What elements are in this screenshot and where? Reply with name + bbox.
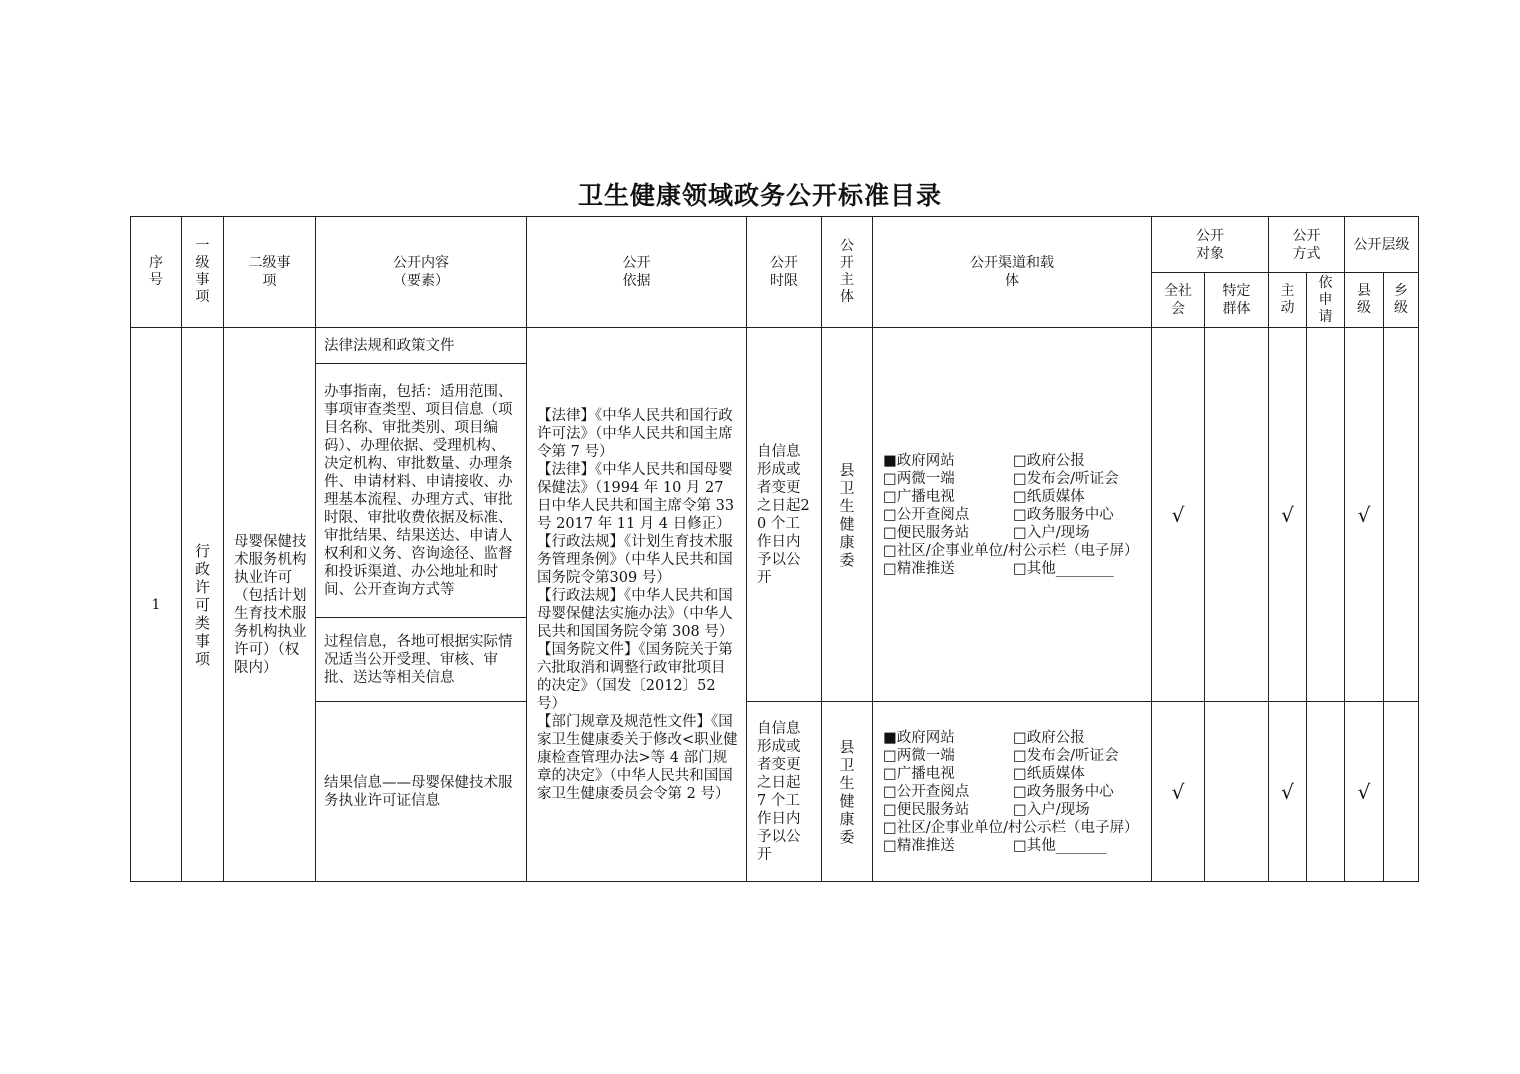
- header-method-active: 主动: [1269, 273, 1307, 328]
- channel-option: □公开查阅点: [883, 506, 970, 523]
- content-item: 法律法规和政策文件: [316, 328, 527, 364]
- row-level2: 母婴保健技术服务机构执业许可（包括计划生育技术服务机构执业许可）（权限内）: [224, 328, 316, 882]
- header-target: 公开对象: [1152, 217, 1269, 273]
- cell-level-town-b: [1384, 702, 1419, 882]
- header-level1: 一级事项: [182, 217, 224, 328]
- channel-option: □广播电视: [883, 765, 955, 782]
- check-method-active-a: √: [1269, 328, 1307, 702]
- header-target-specific: 特定群体: [1205, 273, 1269, 328]
- header-subject: 公开主体: [822, 217, 873, 328]
- channel-option: □政务服务中心: [1013, 506, 1114, 523]
- header-method: 公开方式: [1269, 217, 1345, 273]
- channel-option: □精准推送: [883, 837, 955, 854]
- time-limit-a: 自信息形成或者变更之日起20 个工作日内予以公开: [747, 328, 822, 702]
- channel-option: ■政府网站: [883, 729, 955, 746]
- channel-option: □政务服务中心: [1013, 783, 1114, 800]
- channel-option: □发布会/听证会: [1013, 747, 1119, 764]
- row-level1: 行政许可类事项: [182, 328, 224, 882]
- channel-option: □政府公报: [1013, 729, 1085, 746]
- check-target-all-b: √: [1152, 702, 1205, 882]
- page-title: 卫生健康领域政务公开标准目录: [577, 181, 942, 210]
- header-level: 公开层级: [1345, 217, 1419, 273]
- channel-option: □其他________: [1013, 560, 1114, 577]
- check-level-county-a: √: [1345, 328, 1384, 702]
- header-time-limit: 公开时限: [747, 217, 822, 328]
- channel-option: □入户/现场: [1013, 524, 1090, 541]
- channel-option: □便民服务站: [883, 524, 970, 541]
- header-content: 公开内容（要素）: [316, 217, 527, 328]
- catalog-table: [130, 216, 1419, 882]
- cell-method-request-a: [1307, 328, 1345, 702]
- header-level2: 二级事项: [224, 217, 316, 328]
- subject-b: 县卫生健康委: [822, 702, 873, 882]
- channel-option: □政府公报: [1013, 452, 1085, 469]
- time-limit-b: 自信息形成或者变更之日起 7 个工作日内予以公开: [747, 702, 822, 882]
- channels-b: [873, 702, 1152, 882]
- content-item: 结果信息——母婴保健技术服务执业许可证信息: [316, 702, 527, 882]
- header-level-county: 县级: [1345, 273, 1384, 328]
- check-level-county-b: √: [1345, 702, 1384, 882]
- cell-target-specific-a: [1205, 328, 1269, 702]
- channel-option: □入户/现场: [1013, 801, 1090, 818]
- channel-option: □纸质媒体: [1013, 488, 1085, 505]
- cell-level-town-a: [1384, 328, 1419, 702]
- check-method-active-b: √: [1269, 702, 1307, 882]
- content-item: 办事指南，包括：适用范围、事项审查类型、项目信息（项目名称、审批类别、项目编码）、办理依据、受理机构、决定机构、审批数量、办理条件、申请材料、申请接收、办理基本流程、办理方式、审批时限、审批收费依据及标准、审批结果、结果送达、申请人权利和义务、咨询途径、监督和投诉渠道、办公地址和时间、公开查询方式等: [316, 364, 527, 618]
- channel-option: □公开查阅点: [883, 783, 970, 800]
- channels-a: [873, 328, 1152, 702]
- header-target-all: 全社会: [1152, 273, 1205, 328]
- header-basis: 公开依据: [527, 217, 747, 328]
- header-seq: 序号: [131, 217, 182, 328]
- channel-option: □广播电视: [883, 488, 955, 505]
- header-level-town: 乡级: [1384, 273, 1419, 328]
- check-target-all-a: √: [1152, 328, 1205, 702]
- cell-target-specific-b: [1205, 702, 1269, 882]
- channel-option: □两微一端: [883, 470, 955, 487]
- channel-option: □发布会/听证会: [1013, 470, 1119, 487]
- row-basis: 【法律】《中华人民共和国行政许可法》（中华人民共和国主席令第 7 号） 【法律】《中华人民共和国母婴保健法》（1994 年 10 月 27 日中华人民共和国主席令第 33 号 2017 年 11 月 4 日修正） 【行政法规】《计划生育技术服务管理条例》（中华人民共和国国务院令第309 号） 【行政法规】《中华人民共和国母婴保健法实施办法》（中华人民共和国国务院令第 308 号） 【国务院文件】《国务院关于第六批取消和调整行政审批项目的决定》（国发〔2012〕52 号） 【部门规章及规范性文件】《国家卫生健康委关于修改<职业健康检查管理办法>等 4 部门规章的决定》（中华人民共和国国家卫生健康委员会令第 2 号）: [527, 328, 747, 882]
- channel-option: □精准推送: [883, 560, 955, 577]
- channel-option: □社区/企事业单位/村公示栏（电子屏）: [883, 819, 1139, 836]
- channel-option: ■政府网站: [883, 452, 955, 469]
- channel-option: □便民服务站: [883, 801, 970, 818]
- row-seq: 1: [131, 328, 182, 882]
- content-item: 过程信息，各地可根据实际情况适当公开受理、审核、审批、送达等相关信息: [316, 618, 527, 702]
- subject-a: 县卫生健康委: [822, 328, 873, 702]
- header-channel: 公开渠道和载体: [873, 217, 1152, 328]
- cell-method-request-b: [1307, 702, 1345, 882]
- channel-option: □两微一端: [883, 747, 955, 764]
- channel-option: □社区/企事业单位/村公示栏（电子屏）: [883, 542, 1139, 559]
- channel-option: □纸质媒体: [1013, 765, 1085, 782]
- channel-option: □其他_______: [1013, 837, 1107, 854]
- header-method-request: 依申请: [1307, 273, 1345, 328]
